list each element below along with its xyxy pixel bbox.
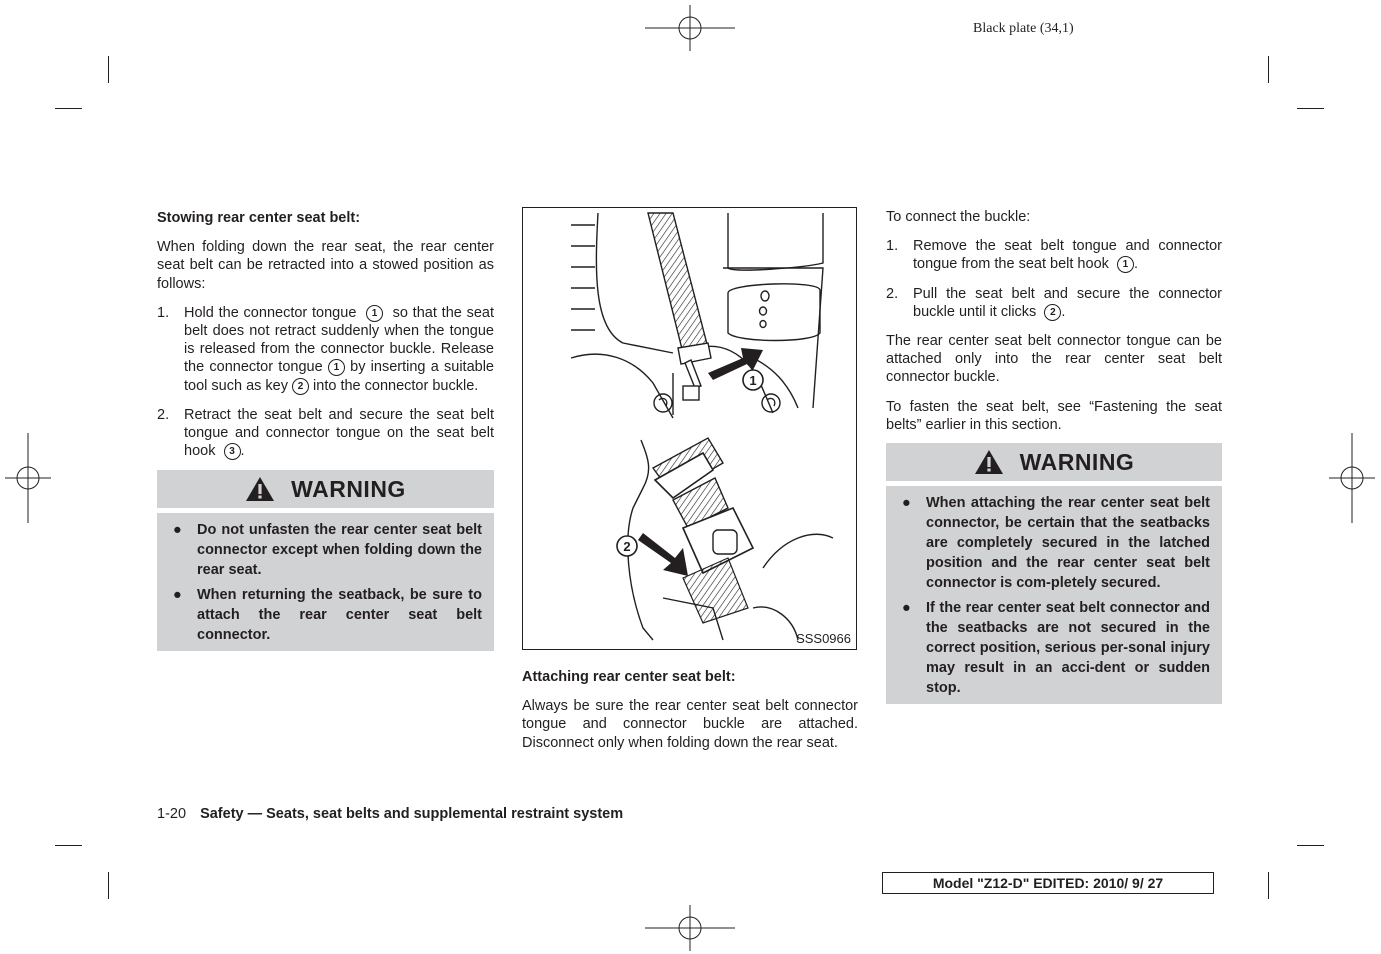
stow-steps [157,304,494,461]
warning-title: WARNING [291,476,406,503]
figure-callout-2: 2 [623,539,631,554]
right-column [886,208,1222,704]
connect-steps [886,237,1222,321]
crop-mark [1268,56,1269,83]
crop-mark [1297,108,1324,109]
warning-body [157,513,494,651]
list-item: 2. Pull the seat belt and secure the connector buckle until it clicks 2 . [886,285,1222,320]
page-number: 1-20 [157,806,187,822]
list-item: 1. Remove the seat belt tongue and connector tongue from the seat belt hook 1 . [886,238,1222,273]
figure-code: SSS0966 [796,631,851,646]
fasten-paragraph: To fasten the seat belt, see “Fastening the seat belts” earlier in this section. [886,398,1222,433]
callout-2-icon: 2 [292,378,309,395]
left-column [157,209,494,651]
crop-mark [1297,845,1324,846]
warning-triangle-icon [245,476,275,502]
warning-box-left [157,470,494,651]
figure-callout-1: 1 [749,373,757,388]
registration-mark-top [645,5,735,51]
warning-body [886,486,1222,704]
seat-belt-illustration [523,208,856,649]
list-item: 2. Retract the seat belt and secure the seat belt tongue and connector tongue on the seat belt hook 3 . [157,406,494,460]
section-heading-attaching: Attaching rear center seat belt: [522,669,736,685]
page-footer [157,806,623,822]
warning-title: WARNING [1019,448,1135,475]
registration-mark-bottom [645,905,735,951]
warning-item: ● When attaching the rear center seat belt connector, be certain that the seatbacks are completely secured in the latched position and the rear center seat belt connector is com-pletely secured. [902,495,1210,592]
model-edited-box: Model "Z12-D" EDITED: 2010/ 9/ 27 [882,872,1214,894]
section-heading-stowing: Stowing rear center seat belt: [157,210,361,226]
callout-1-icon: 1 [1117,256,1134,273]
registration-mark-left [5,433,51,523]
list-item: 1. Hold the connector tongue 1 so that the seat belt does not retract suddenly when the tongue is released from the connector buckle. Release the connector tongue 1 by inserting a suitable tool such as key 2 into the connector buckle. [157,304,495,394]
crop-mark [55,108,82,109]
warning-item: ● If the rear center seat belt connector and the seatbacks are not secured in the correct position, serious per-sonal injury may result in an acci-dent or sudden stop. [902,600,1210,697]
seat-belt-figure [522,207,857,650]
callout-1-icon: 1 [328,359,345,376]
attaching-paragraph: Always be sure the rear center seat belt connector tongue and connector buckle are attached. Disconnect only when folding down the rear seat. [522,698,858,751]
warning-item: ● Do not unfasten the rear center seat belt connector except when folding down the rear seat. [173,522,482,579]
registration-mark-right [1329,433,1375,523]
callout-2-icon: 2 [1044,304,1061,321]
crop-mark [108,56,109,83]
warning-triangle-icon [974,449,1004,475]
callout-1-icon: 1 [366,305,383,322]
connector-paragraph: The rear center seat belt connector tongue can be attached only into the rear center seat belt connector buckle. [886,333,1222,386]
warning-header [157,470,494,508]
warning-item: ● When returning the seatback, be sure to attach the rear center seat belt connector. [173,587,482,644]
warning-header [886,443,1222,481]
crop-mark [55,845,82,846]
callout-3-icon: 3 [224,443,241,460]
crop-mark [1268,872,1269,899]
section-title: Safety — Seats, seat belts and supplemental restraint system [200,806,624,822]
middle-column [522,668,858,752]
plate-label: Black plate (34,1) [973,21,1074,36]
connect-intro: To connect the buckle: [886,209,1031,225]
intro-paragraph: When folding down the rear seat, the rear center seat belt can be retracted into a stowed position as follows: [157,239,494,292]
crop-mark [108,872,109,899]
warning-box-right [886,443,1222,704]
